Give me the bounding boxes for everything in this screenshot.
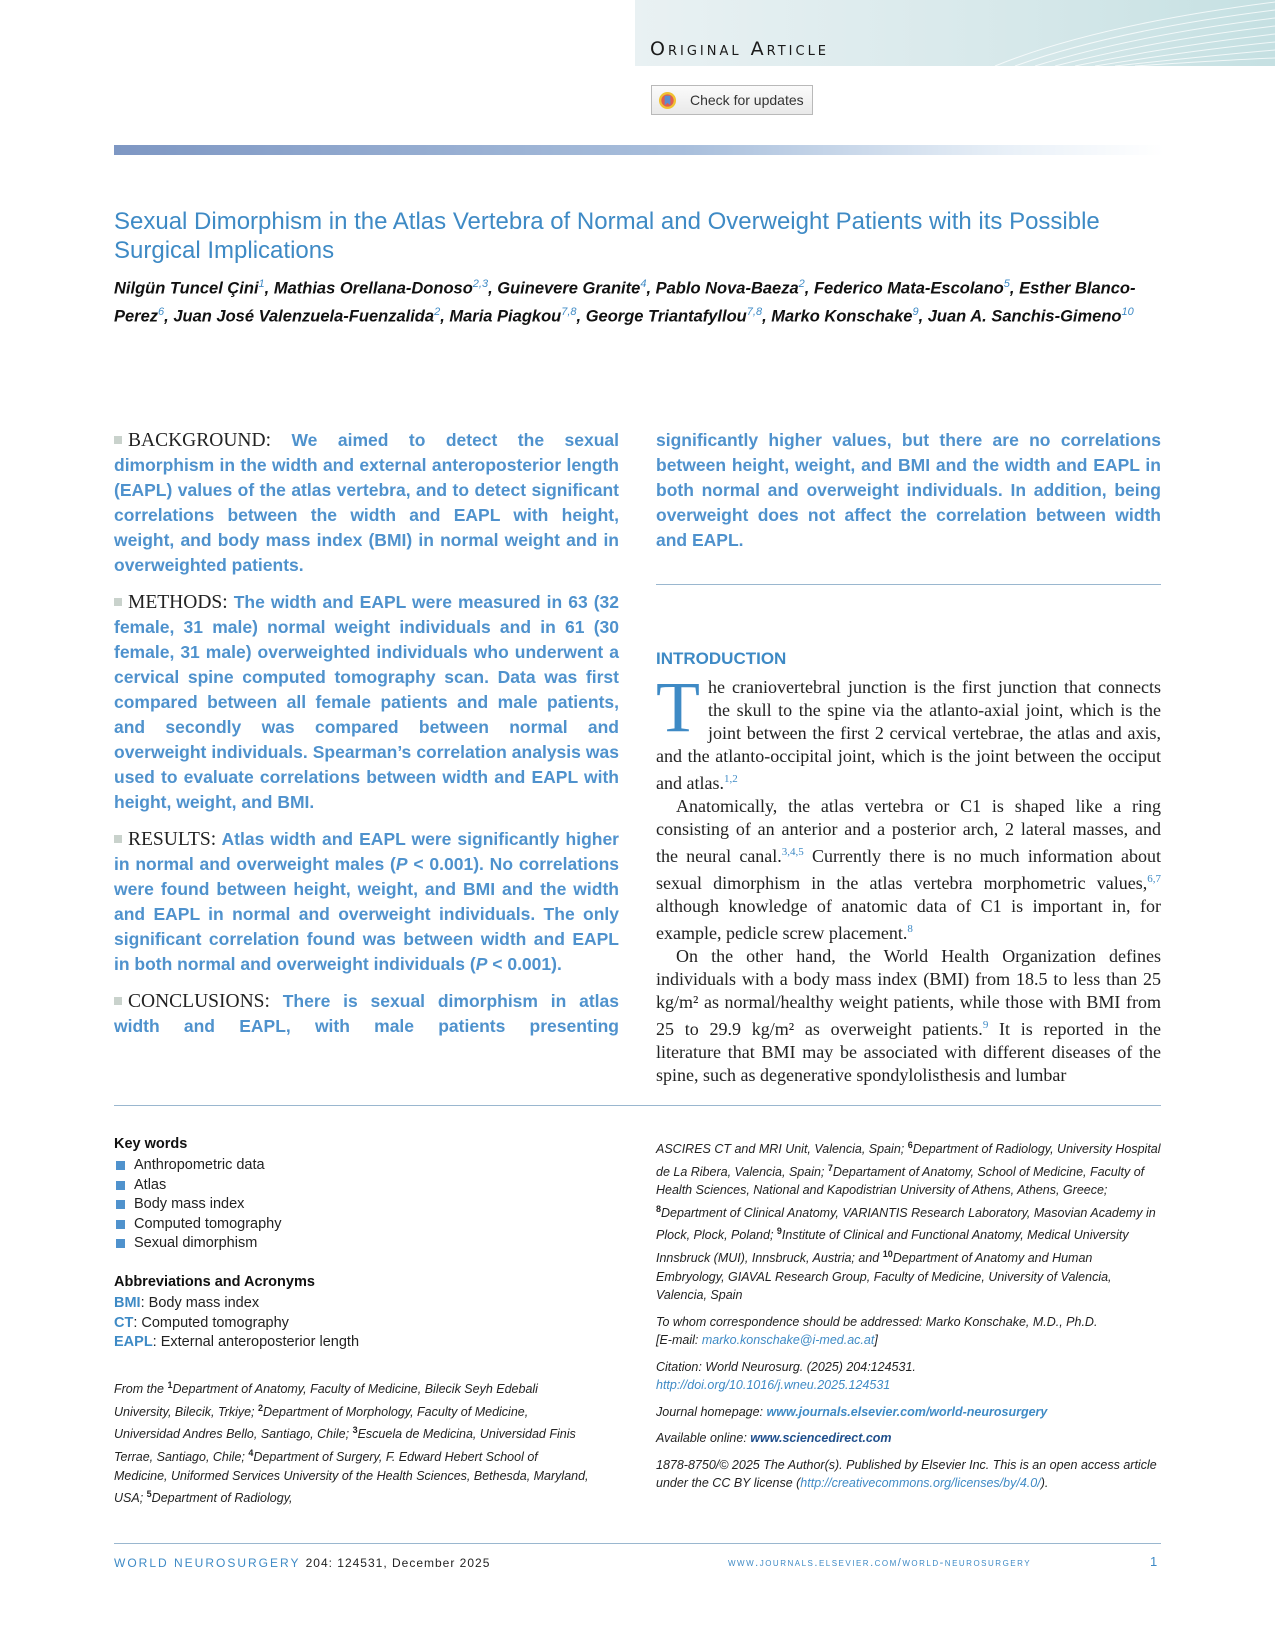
intro-text: It is reported in the literature that BMI may be associated with different diseases of the spine, such as degenerative spondylolisthesis and lumbar	[656, 1019, 1161, 1085]
affiliation-text: ASCIRES CT and MRI Unit, Valencia, Spain;	[656, 1142, 908, 1157]
affiliation-number: 6	[907, 1140, 913, 1150]
author-separator: ,	[264, 279, 274, 298]
background-label: BACKGROUND:	[128, 430, 272, 451]
journal-homepage-link[interactable]: www.journals.elsevier.com/world-neurosurgery	[766, 1404, 1048, 1419]
square-bullet-icon	[114, 598, 122, 606]
citation-ref[interactable]: 3,4,5	[781, 846, 804, 858]
check-for-updates-button[interactable]	[651, 85, 813, 115]
citation-ref[interactable]: 1,2	[723, 773, 738, 785]
citation-ref[interactable]: 6,7	[1147, 873, 1161, 885]
affiliation-number: 8	[656, 1203, 662, 1214]
results-label: RESULTS:	[128, 829, 217, 850]
methods-label: METHODS:	[128, 592, 228, 613]
author-name: Juan José Valenzuela-Fuenzalida	[173, 307, 435, 325]
intro-paragraph	[656, 667, 1161, 795]
journal-homepage	[656, 1403, 1161, 1422]
author-separator: ,	[1009, 279, 1020, 298]
journal-homepage-label: Journal homepage:	[656, 1404, 767, 1419]
abbreviation-key: CT	[114, 1314, 134, 1331]
check-updates-label: Check for updates	[690, 92, 804, 108]
affiliation-text: Department of Anatomy and Human Embryology, GIAVAL Research Group, Faculty of Medicine, University of Valencia, Valencia, Spain	[656, 1251, 1112, 1303]
page-number: 1	[1150, 1554, 1158, 1569]
footer-issue: 204: 124531, December 2025	[305, 1556, 491, 1570]
key-word-item: Atlas	[114, 1176, 282, 1196]
affiliations-right-column	[656, 1136, 1161, 1501]
footer-url[interactable]: www.journals.elsevier.com/world-neurosurgery	[728, 1557, 1032, 1569]
abbreviations-heading: Abbreviations and Acronyms	[114, 1274, 315, 1290]
article-type-label: Original Article	[650, 38, 830, 60]
check-updates-icon	[658, 91, 677, 110]
paper-title: Sexual Dimorphism in the Atlas Vertebra of Normal and Overweight Patients with its Possible Surgical Implications	[114, 208, 1100, 264]
conclusions-label: CONCLUSIONS:	[128, 991, 270, 1012]
author-name: Mathias Orellana-Donoso	[273, 279, 473, 298]
author-affiliation-ref[interactable]: 2,3	[472, 278, 489, 290]
affiliation-number: 10	[882, 1249, 893, 1260]
p-value-symbol: P	[395, 854, 408, 874]
abbreviation-item	[114, 1314, 359, 1334]
affiliation-text: Department of Surgery, F. Edward Hebert School of Medicine, Uniformed Services University of the Health Sciences, Bethesda, Maryland, USA;	[114, 1450, 589, 1506]
affiliation-text: Department of Radiology,	[151, 1491, 293, 1506]
author-name: George Triantafyllou	[585, 307, 747, 325]
affiliation-number: 7	[827, 1162, 833, 1173]
intro-paragraph	[656, 795, 1161, 945]
citation	[656, 1358, 1161, 1395]
results-text: Atlas width and EAPL were significantly higher in normal and overweight males (	[114, 829, 619, 874]
affiliation-text: Department of Morphology, Faculty of Medicine, Universidad Andres Bello, Santiago, Chile;	[114, 1404, 529, 1442]
license-text: 1878-8750/© 2025 The Author(s). Published by Elsevier Inc. This is an open access article under the CC BY license (	[656, 1457, 1157, 1491]
abstract-divider	[656, 584, 1161, 585]
author-separator: ,	[762, 307, 772, 325]
square-bullet-icon	[114, 436, 122, 444]
introduction-body	[656, 667, 1161, 1087]
abstract-conclusions	[114, 989, 619, 1039]
conclusions-text-continued: significantly higher values, but there are no correlations between height, weight, and BMI and the width and EAPL in both normal and overweight individuals. In addition, being overweight does not affect the correlation between width and EAPL.	[656, 430, 1161, 550]
affiliation-number: 4	[248, 1447, 254, 1458]
key-words-list	[114, 1156, 282, 1254]
abbreviation-definition: : Computed tomography	[133, 1314, 289, 1331]
square-bullet-icon	[114, 997, 122, 1005]
abstract-background	[114, 428, 619, 578]
affiliations-right	[656, 1136, 1161, 1305]
affiliation-number: 1	[167, 1380, 173, 1390]
author-separator: ,	[918, 307, 928, 325]
correspondence	[656, 1313, 1161, 1350]
author-name: Federico Mata-Escolano	[813, 279, 1004, 298]
wave-pattern-icon	[975, 0, 1275, 66]
key-words-heading: Key words	[114, 1136, 188, 1152]
citation-text: Citation: World Neurosurg. (2025) 204:124531.	[656, 1359, 916, 1374]
intro-paragraph	[656, 945, 1161, 1087]
author-affiliation-ref[interactable]: 9	[912, 305, 919, 318]
results-text: < 0.001). No correlations were found between height, weight, and BMI and the width and EAPL in normal and overweight individuals. The only significant correlation found was between width and EAPL in both normal and overweight individuals (	[114, 854, 619, 974]
author-separator: ,	[440, 307, 450, 325]
intro-text: although knowledge of anatomic data of C1 is important in, for example, pedicle screw placement.	[656, 896, 1161, 943]
author-affiliation-ref[interactable]: 6	[158, 305, 165, 318]
license-link[interactable]: http://creativecommons.org/licenses/by/4.0/	[800, 1476, 1041, 1491]
author-affiliation-ref[interactable]: 7,8	[746, 305, 763, 318]
author-separator: ,	[646, 279, 656, 298]
author-name: Guinevere Granite	[497, 279, 641, 298]
author-affiliation-ref[interactable]: 2	[434, 305, 441, 318]
license-suffix: ).	[1040, 1476, 1049, 1491]
license	[656, 1456, 1161, 1493]
author-affiliation-ref[interactable]: 7,8	[561, 305, 577, 318]
doi-link[interactable]: http://doi.org/10.1016/j.wneu.2025.124531	[656, 1378, 891, 1393]
author-name: Nilgün Tuncel Çini	[114, 279, 259, 298]
affiliation-text: From the	[114, 1382, 168, 1397]
author-affiliation-ref[interactable]: 5	[1003, 278, 1010, 290]
square-bullet-icon	[114, 835, 122, 843]
key-word-item: Anthropometric data	[114, 1156, 282, 1176]
footer-journal	[114, 1556, 490, 1570]
author-name: Pablo Nova-Baeza	[655, 279, 799, 298]
affiliation-number: 3	[352, 1425, 358, 1436]
p-value-symbol: P	[475, 954, 488, 974]
abbreviation-item	[114, 1333, 359, 1353]
results-text: < 0.001).	[487, 954, 562, 974]
methods-text: The width and EAPL were measured in 63 (32 female, 31 male) normal weight individuals and in 61 (30 female, 31 male) overweighted individuals who underwent a cervical spine computed tomography scan. Data was first compared between all female patients and male patients, and secondly was compared between normal and overweight individuals. Spearman’s correlation analysis was used to evaluate correlations between width and EAPL with height, weight, and BMI.	[114, 592, 619, 812]
author-affiliation-ref[interactable]: 2	[798, 278, 805, 290]
citation-ref[interactable]: 9	[982, 1019, 989, 1031]
affiliation-number: 9	[776, 1226, 782, 1237]
abstract-methods	[114, 590, 619, 815]
affiliation-text: Departament of Anatomy, School of Medicine, Faculty of Health Sciences, National and Kapodistrian University of Athens, Athens, Greece;	[656, 1164, 1145, 1198]
key-word-item: Body mass index	[114, 1195, 282, 1215]
author-separator: ,	[804, 279, 814, 298]
available-online	[656, 1429, 1161, 1448]
abstract-right-column	[656, 428, 1161, 565]
abbreviation-item	[114, 1294, 359, 1314]
abbreviation-key: BMI	[114, 1295, 141, 1311]
correspondence-text: To whom correspondence should be addressed: Marko Konschake, M.D., Ph.D.	[656, 1314, 1098, 1329]
author-name: Juan A. Sanchis-Gimeno	[927, 307, 1122, 325]
author-name: Marko Konschake	[771, 307, 913, 325]
author-list	[114, 273, 1174, 328]
author-name: Esther Blanco-Perez	[114, 279, 1136, 325]
available-online-label: Available online:	[656, 1431, 751, 1446]
title-rule	[114, 145, 1164, 155]
affiliation-number: 2	[258, 1402, 264, 1413]
intro-text: he craniovertebral junction is the first junction that connects the skull to the spine via the atlanto-axial joint, which is the joint between the first 2 cervical vertebrae, the atlas and axis, and the atlanto-occipital joint, which is the joint between the occiput and atlas.	[656, 677, 1161, 793]
email-prefix: [E-mail:	[656, 1333, 702, 1348]
affiliation-text: Department of Anatomy, Faculty of Medicine, Bilecik Seyh Edebali University, Bilecik, Trkiye;	[114, 1382, 538, 1419]
author-name: Maria Piagkou	[449, 307, 562, 325]
affiliation-text: Escuela de Medicina, Universidad Finis Terrae, Santiago, Chile;	[114, 1427, 576, 1465]
drop-cap: T	[656, 667, 700, 747]
citation-ref[interactable]: 8	[907, 923, 913, 935]
affiliation-text: Department of Clinical Anatomy, VARIANTIS Research Laboratory, Masovian Academy in Plock, Plock, Poland;	[656, 1205, 1156, 1243]
section-divider	[114, 1105, 1161, 1106]
email-link[interactable]: marko.konschake@i-med.ac.at	[701, 1333, 875, 1348]
abbreviation-key: EAPL	[114, 1334, 153, 1350]
author-affiliation-ref[interactable]: 1	[258, 278, 265, 290]
abbreviations-list	[114, 1294, 359, 1353]
affiliation-text: Institute of Clinical and Functional Anatomy, Medical University Innsbruck (MUI), Innsbruck, Austria; and	[656, 1228, 1129, 1266]
author-separator: ,	[576, 307, 586, 325]
footer-rule	[114, 1543, 1161, 1544]
affiliations-left	[114, 1376, 594, 1508]
abbreviation-definition: : External anteroposterior length	[152, 1334, 360, 1350]
introduction-heading: INTRODUCTION	[656, 649, 787, 668]
background-text: We aimed to detect the sexual dimorphism in the width and external anteroposterior length (EAPL) values of the atlas vertebra, and to detect significant correlations between the width and EAPL with height, weight, and body mass index (BMI) in normal weight and in overweighted patients.	[114, 430, 619, 575]
footer-journal-name: WORLD NEUROSURGERY	[114, 1556, 301, 1570]
author-separator: ,	[164, 307, 174, 325]
author-affiliation-ref[interactable]: 4	[640, 278, 647, 290]
key-word-item: Computed tomography	[114, 1215, 282, 1235]
conclusions-text: There is sexual dimorphism in atlas width and EAPL, with male patients presenting	[114, 991, 619, 1036]
author-separator: ,	[488, 279, 498, 298]
email-suffix: ]	[874, 1333, 878, 1348]
intro-text: On the other hand, the World Health Organization defines individuals with a body mass index (BMI) from 18.5 to less than 25 kg/m² as normal/healthy weight patients, while those with BMI from 25 to 29.9 kg/m² as overweight patients.	[656, 946, 1161, 1039]
key-word-item: Sexual dimorphism	[114, 1234, 282, 1254]
intro-text: Anatomically, the atlas vertebra or C1 is shaped like a ring consisting of an anterior and a posterior arch, 2 lateral masses, and the neural canal.	[656, 796, 1161, 866]
abstract-results	[114, 827, 619, 977]
affiliation-text: Department of Radiology, University Hospital de La Ribera, Valencia, Spain;	[656, 1142, 1161, 1179]
sciencedirect-link[interactable]: www.sciencedirect.com	[750, 1431, 892, 1446]
intro-text: Currently there is no much information about sexual dimorphism in the atlas vertebra morphometric values,	[656, 846, 1161, 893]
affiliation-number: 5	[146, 1489, 152, 1500]
author-affiliation-ref[interactable]: 10	[1121, 305, 1134, 318]
abstract-left-column	[114, 428, 619, 1051]
abbreviation-definition: : Body mass index	[140, 1295, 260, 1311]
